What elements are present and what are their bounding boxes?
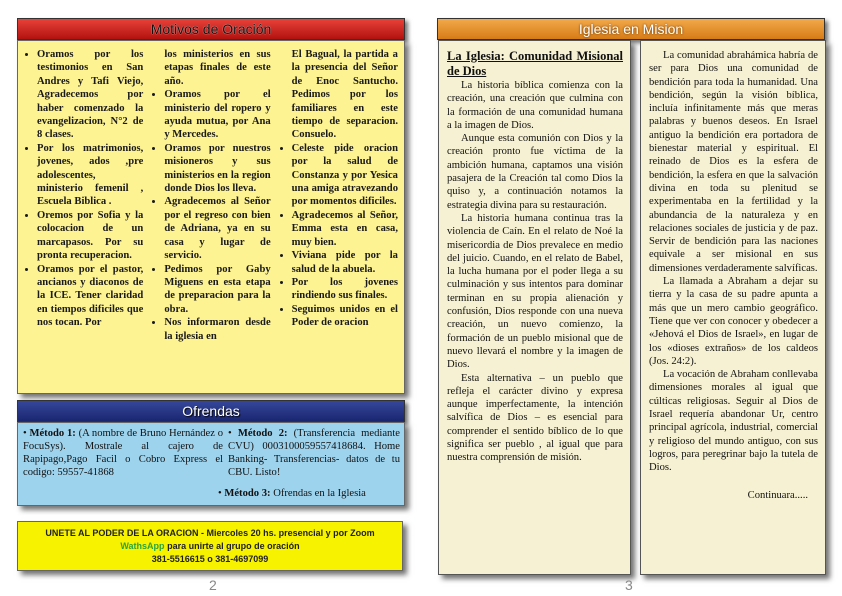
page-number-right: 3 (625, 577, 633, 593)
prayer-item-continuation: El Bagual, la partida a la presencia del Señor de Enoc Santucho. Pedimos por los familiares en este tiempo de separacion. Consuelo. (291, 49, 398, 141)
offerings-section-title: Ofrendas (182, 403, 240, 419)
mission-section-header (437, 18, 825, 40)
prayer-item: • Por los jovenes rindiendo sus finales. (292, 276, 398, 303)
prayer-item: • Oramos por el pastor, ancianos y diaconos de la ICE. Tener claridad en tiempos dificiles que nos tocan. Por (37, 263, 143, 330)
prayer-item: • Pedimos por Gaby Miguens en esta etapa de preparacion para la obra. (164, 263, 270, 317)
prayer-item: • Oremos por Sofia y la colocacion de un marcapasos. Por su pronta recuperacion. (37, 209, 143, 263)
offering-method-3: • Método 3: Ofrendas en la Iglesia (218, 488, 366, 499)
offering-method-1: • Método 1: (A nombre de Bruno Hernández o FocuSys). Mostrale al cajero de Rapipago,Pago Facil o Cobro Express el codigo: 59557-41868 (23, 428, 224, 478)
article-heading: La Iglesia: Comunidad Misional de Dios (447, 49, 623, 78)
article-paragraph: La comunidad abrahámica habría de ser para Dios una comunidad de bendición para toda la humanidad. Una bendición, según la visión bíblica, incluía infinitamente más que meras palabras y buenos deseos. En Israel antiguo la bendición era portadora de bienestar material y espiritual. El reinado de Dios es la esfera de bendición, la esfera en que la salvación divina en toda su plenitud se experimentaba en la fertilidad y la abundancia de la naturaleza y en relaciones sociales de justicia y de paz. Servir de bendición para las naciones equivale a ser misional en sus dimensiones verdaderamente salvíficas. (649, 50, 818, 274)
article-paragraph: Aunque esta comunión con Dios y la creación pronto fue víctima de la ambición humana, captamos una visión pasajera de la Creación tal como Dios la quiso y, a continuación notamos la estrategia divina para su restauración. (447, 133, 623, 211)
prayer-column-2 (151, 48, 270, 343)
prayer-column-1 (24, 48, 143, 343)
prayer-item: • Oramos por el ministerio del ropero y ayuda mutua, por Ana y Mercedes. (164, 88, 270, 142)
prayer-section-title: Motivos de Oración (150, 21, 272, 37)
prayer-item: • Nos informaron desde la iglesia en (164, 316, 270, 343)
prayer-section-header (17, 18, 405, 40)
continued-label: Continuara..... (747, 489, 808, 501)
prayer-meeting-banner (17, 521, 403, 571)
offering-method-2: • Método 2: (Transferencia mediante CVU) 0003100059557418684. Home Banking- Transferencias- datos de tu CBU. Listo! (228, 428, 400, 478)
prayer-panel (17, 40, 405, 394)
prayer-item: • Oramos por nuestros misioneros y sus ministerios en la region donde Dios los lleva. (164, 142, 270, 196)
page-number-left: 2 (209, 577, 217, 593)
article-paragraph: La llamada a Abraham a dejar su tierra y la casa de su padre apunta a más que un mero cambio geográfico. Tiene que ver con conocer y obedecer a «Jehová el Dios de Israel», en lugar de los «dioses extraños» de los caldeos (Jos. 24:2). (649, 276, 818, 367)
method-label: Método 3: (224, 488, 271, 499)
method-text: (Transferencia mediante CVU) 0003100059557418684. Home Banking- Transferencias- datos de tu CBU. Listo! (228, 428, 400, 478)
article-paragraph: La historia humana continua tras la violencia de Caín. En el relato de Noé la misericordia de Dios prevalece en medio del juicio. Cuando, en el relato de Babel, la lucha humana por el poder llega a su culminación y sus intentos para dominar terminan en su propia alienación y confusión, Dios responde con una nueva creación, un nuevo comienzo, la formación de un pueblo misional que de nuevo llevará el nombre y la imagen de Dios. (447, 212, 623, 371)
mission-section-title: Iglesia en Mision (578, 21, 684, 37)
article-paragraph: La historia bíblica comienza con la creación, una creación que culmina con la formación de una comunidad humana a la imagen de Dios. (447, 80, 623, 131)
offerings-section-header (17, 400, 405, 422)
whatsapp-label: WathsApp (120, 541, 165, 551)
prayer-item: • Agradecemos al Señor, Emma esta en casa, muy bien. (292, 209, 398, 249)
article-paragraph: La vocación de Abraham conllevaba dimensiones morales al igual que cúlticas religiosas. Seguir al Dios de Israel requería abandonar Ur, centro principal agrícola, industrial, comercial y religioso del mundo antiguo, con sus logros, para peregrinar bajo la tutela de Dios. (649, 369, 818, 474)
banner-line-2 (18, 540, 402, 553)
method-text: (A nombre de Bruno Hernández o FocuSys). Mostrale al cajero de Rapipago,Pago Facil o Cobro Express el codigo: 59557-41868 (23, 428, 224, 478)
prayer-item: • Por los matrimonios, jovenes, ados ,pre adolescentes, ministerio femenil , Escuela Biblica . (37, 142, 143, 209)
banner-line-2-text: para unirte al grupo de oración (167, 541, 300, 551)
offerings-panel (17, 422, 405, 506)
banner-line-1: UNETE AL PODER DE LA ORACION - Miercoles 20 hs. presencial y por Zoom (45, 528, 375, 538)
article-column-right (640, 40, 826, 575)
article-paragraph: Esta alternativa – un pueblo que refleja el carácter divino y expresa aunque imperfectamente, la intención salvífica de Dios – es esencial para comprender el sentido bíblico de lo que significa ser pueblo , al igual que para nuestra comprensión de misión. (447, 372, 623, 464)
banner-phone-numbers: 381-5516615 o 381-4697099 (151, 554, 269, 564)
method-label: Método 2: (237, 428, 288, 439)
prayer-item: • Viviana pide por la salud de la abuela. (292, 249, 398, 276)
prayer-column-3 (279, 48, 398, 343)
article-column-left (438, 40, 631, 575)
prayer-item: • Agradecemos al Señor por el regreso con bien de Adriana, ya en su casa y lugar de servicio. (164, 195, 270, 262)
prayer-item-continuation: los ministerios en sus etapas finales de este año. (164, 49, 271, 87)
prayer-item: • Seguimos unidos en el Poder de oracion (292, 303, 398, 330)
prayer-item: • Celeste pide oracion por la salud de Constanza y por Yesica una amiga atravezando por momentos dificiles. (292, 142, 398, 209)
method-label: Método 1: (29, 428, 76, 439)
method-text: Ofrendas en la Iglesia (273, 488, 366, 499)
prayer-item: • Oramos por los testimonios en San Andres y Tafi Viejo, Agradecemos por haber comenzado la evangelizacion, N°2 de 8 clases. (37, 48, 143, 142)
